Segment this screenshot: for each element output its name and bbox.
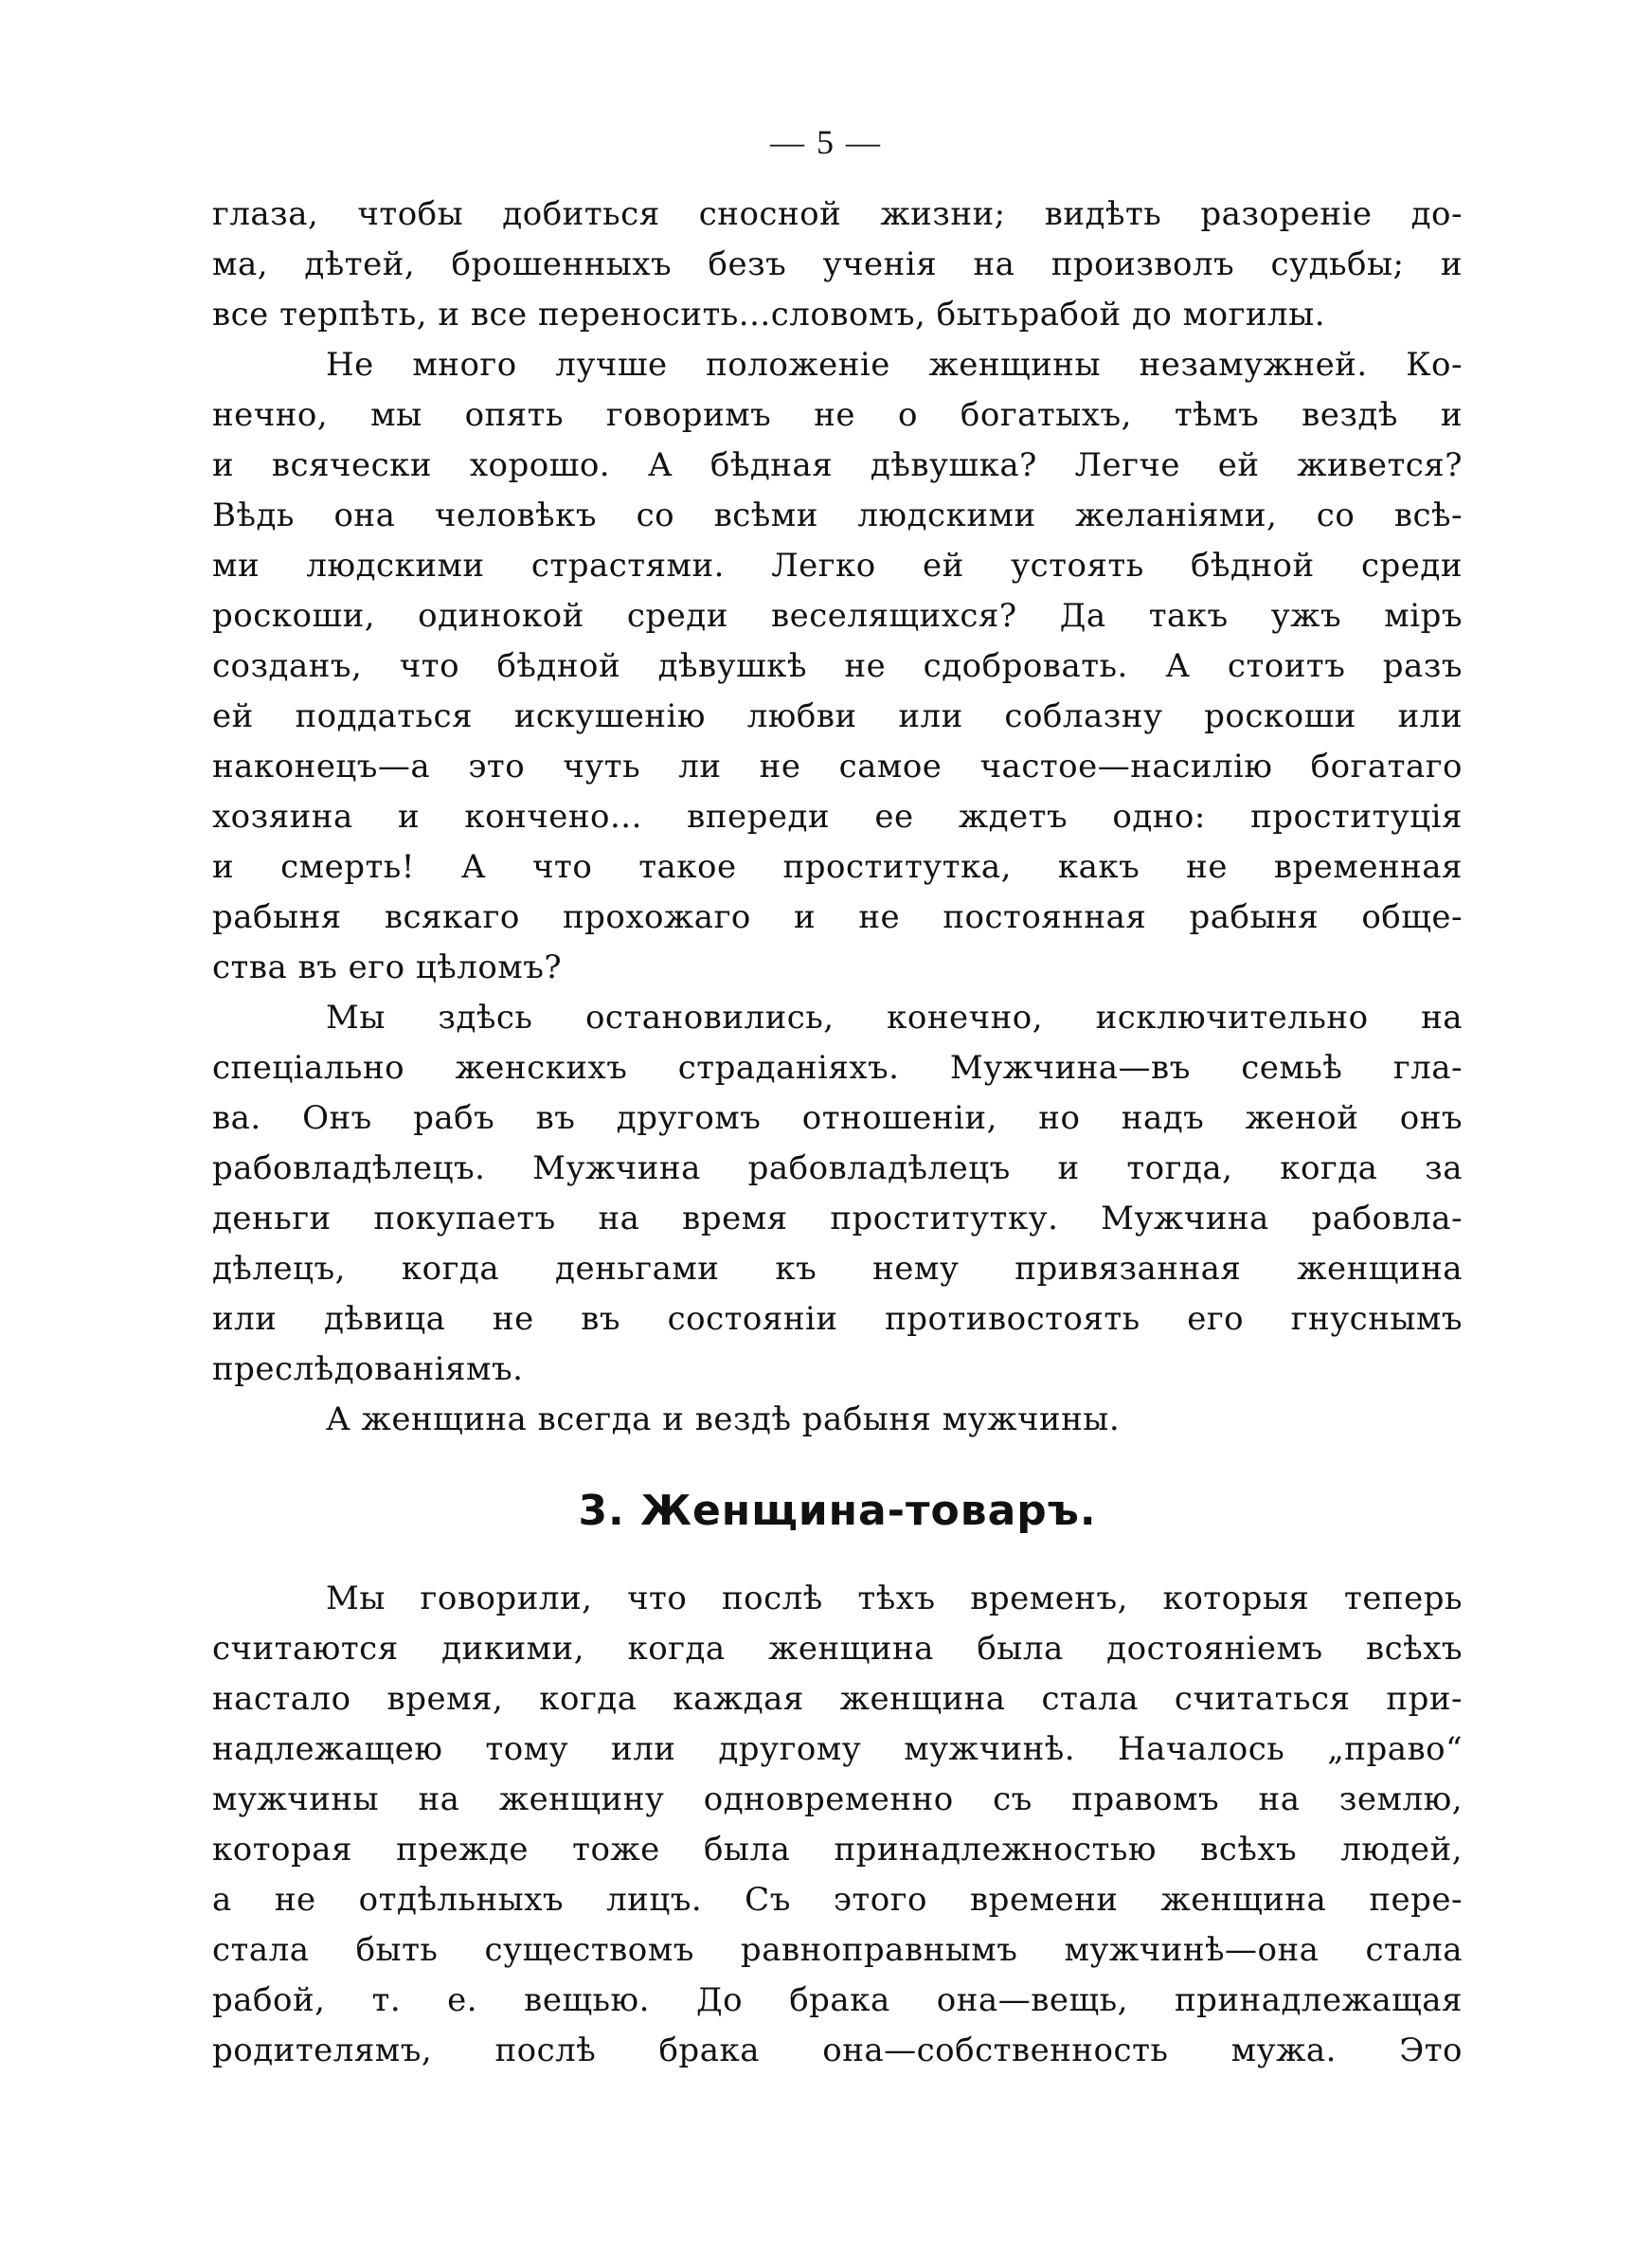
text-line: мужчины на женщину одновременно съ правомъ на землю, [212, 1780, 1463, 1818]
text-line: преслѣдованіямъ. [212, 1350, 524, 1388]
text-line: наконецъ—а это чуть ли не самое частое—насилію богатаго [212, 748, 1463, 785]
text-line: ми людскими страстями. Легко ей устоять бѣдной среди [212, 547, 1463, 585]
text-line: надлежащею тому или другому мужчинѣ. Началось „право“ [212, 1730, 1463, 1768]
text-line: считаются дикими, когда женщина была достояніемъ всѣхъ [212, 1630, 1463, 1668]
text-line: Мы здѣсь остановились, конечно, исключительно на [326, 999, 1463, 1037]
text-line: Мы говорили, что послѣ тѣхъ временъ, которыя теперь [326, 1580, 1463, 1617]
text-line: которая прежде тоже была принадлежностью всѣхъ людей, [212, 1831, 1463, 1869]
text-line: нечно, мы опять говоримъ не о богатыхъ, тѣмъ вездѣ и [212, 396, 1463, 434]
text-line: настало время, когда каждая женщина стала считаться при- [212, 1680, 1463, 1718]
text-line: стала быть существомъ равноправнымъ мужчинѣ—она стала [212, 1931, 1463, 1969]
text-line: рабыня всякаго прохожаго и не постоянная рабыня обще- [212, 898, 1463, 936]
main-text [212, 190, 1463, 2076]
text-line: А женщина всегда и вездѣ рабыня мужчины. [326, 1400, 1121, 1438]
text-line: созданъ, что бѣдной дѣвушкѣ не сдобровать. А стоитъ разъ [212, 647, 1463, 685]
text-line: или дѣвица не въ состояніи противостоять его гнуснымъ [212, 1300, 1463, 1338]
text-line: ей поддаться искушенію любви или соблазну роскоши или [212, 697, 1463, 735]
text-line: и всячески хорошо. А бѣдная дѣвушка? Легче ей живется? [212, 446, 1463, 484]
text-line: роскоши, одинокой среди веселящихся? Да такъ ужъ міръ [212, 597, 1463, 635]
text-line: Вѣдь она человѣкъ со всѣми людскими желаніями, со всѣ- [212, 497, 1463, 534]
text-line: дѣлецъ, когда деньгами къ нему привязанная женщина [212, 1250, 1463, 1288]
text-line: ма, дѣтей, брошенныхъ безъ ученія на произволъ судьбы; и [212, 245, 1463, 283]
text-line: ства въ его цѣломъ? [212, 948, 563, 986]
text-line: хозяина и кончено... впереди ее ждетъ одно: проституція [212, 798, 1463, 836]
text-line: все терпѣть, и все переносить...словомъ, бытьрабой до могилы. [212, 296, 1326, 334]
text-line: спеціально женскихъ страданіяхъ. Мужчина—въ семьѣ гла- [212, 1049, 1463, 1087]
text-line: а не отдѣльныхъ лицъ. Съ этого времени женщина пере- [212, 1881, 1463, 1919]
text-line: рабовладѣлецъ. Мужчина рабовладѣлецъ и тогда, когда за [212, 1149, 1463, 1187]
text-line: деньги покупаетъ на время проститутку. Мужчина рабовла- [212, 1200, 1463, 1237]
text-line: глаза, чтобы добиться сносной жизни; видѣть разореніе до- [212, 195, 1463, 233]
text-line: рабой, т. е. вещью. До брака она—вещь, принадлежащая [212, 1981, 1463, 2019]
text-line: ва. Онъ рабъ въ другомъ отношеніи, но надъ женой онъ [212, 1099, 1463, 1137]
text-line: Не много лучше положеніе женщины незамужней. Ко- [326, 346, 1463, 384]
text-line: и смерть! А что такое проститутка, какъ не временная [212, 848, 1463, 886]
text-line: родителямъ, послѣ брака она—собственность мужа. Это [212, 2031, 1463, 2069]
page-number: — 5 — [770, 123, 882, 161]
section-heading: 3. Женщина-товаръ. [578, 1487, 1097, 1535]
